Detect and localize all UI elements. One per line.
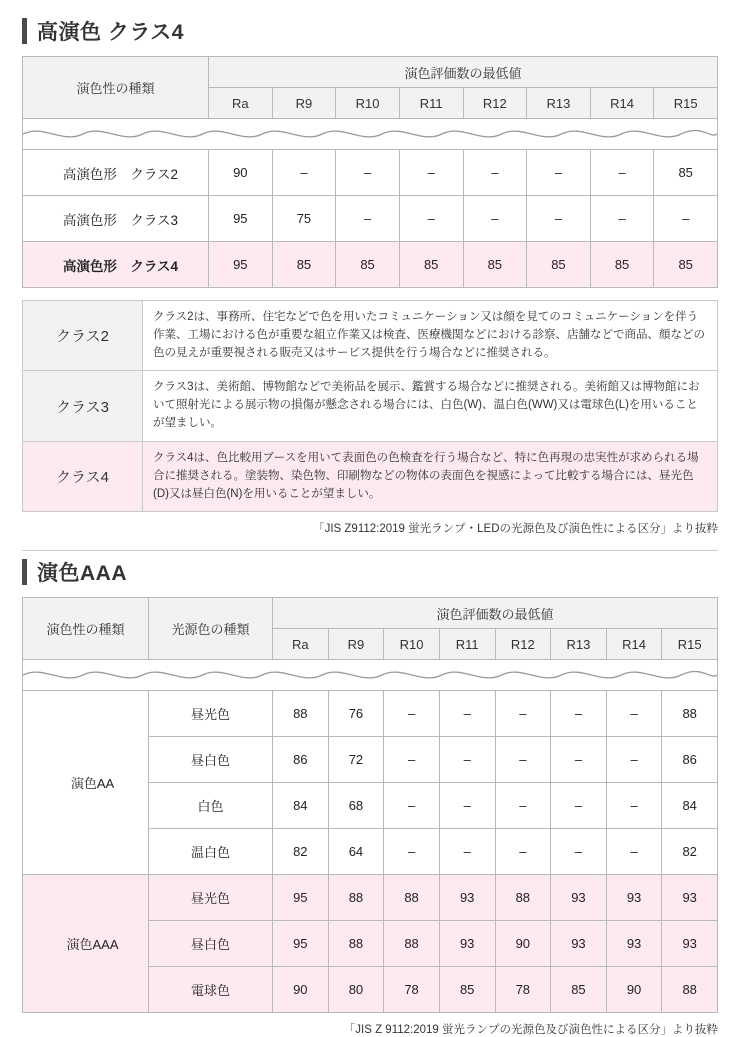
cell-ra: 88 [273, 691, 329, 737]
description-row [23, 371, 718, 441]
description-row-highlighted [23, 441, 718, 511]
wave-cell [23, 660, 718, 691]
cell-r10: – [384, 691, 440, 737]
header-r15: R15 [654, 88, 718, 119]
cell-ra: 95 [209, 196, 273, 242]
aaa-table-wrap [22, 597, 718, 1013]
cell-r12: 85 [463, 242, 527, 288]
cell-r10: 78 [384, 967, 440, 1013]
cell-r11: – [399, 196, 463, 242]
table-header-row [23, 57, 718, 88]
color-label: 昼白色 [149, 737, 273, 783]
cell-r15: 82 [662, 829, 718, 875]
cell-r11: – [399, 150, 463, 196]
cell-r14: 93 [606, 921, 662, 967]
cell-r11: 93 [439, 875, 495, 921]
source-note-1: 「JIS Z9112:2019 蛍光ランプ・LEDの光源色及び演色性による区分」より抜粋 [313, 523, 718, 536]
class-description-table [22, 300, 718, 512]
header-r13: R13 [551, 629, 607, 660]
class4-table [22, 56, 718, 288]
header-ra: Ra [209, 88, 273, 119]
color-label: 電球色 [149, 967, 273, 1013]
desc-label-class2: クラス2 [23, 301, 143, 371]
cell-r11: 85 [439, 967, 495, 1013]
cell-r13: 93 [551, 921, 607, 967]
cell-r9: 88 [328, 875, 384, 921]
cell-r10: – [384, 737, 440, 783]
cell-r11: 85 [399, 242, 463, 288]
cell-r12: 78 [495, 967, 551, 1013]
desc-label-class4: クラス4 [23, 441, 143, 511]
cell-r13: 93 [551, 875, 607, 921]
cell-r13: – [551, 691, 607, 737]
cell-r14: 93 [606, 875, 662, 921]
cell-r14: – [606, 783, 662, 829]
cell-r10: 88 [384, 921, 440, 967]
table-row [23, 150, 718, 196]
row-label-class3: 高演色形 クラス3 [23, 196, 209, 242]
header-r14: R14 [606, 629, 662, 660]
description-row [23, 301, 718, 371]
table-header-row [23, 598, 718, 629]
header-r13: R13 [527, 88, 591, 119]
cell-r14: – [606, 829, 662, 875]
cell-r13: 85 [527, 242, 591, 288]
cell-r15: 93 [662, 921, 718, 967]
cell-r9: 64 [328, 829, 384, 875]
header-r10: R10 [384, 629, 440, 660]
header-source-color: 光源色の種類 [149, 598, 273, 660]
cell-ra: 95 [273, 921, 329, 967]
cell-r12: – [495, 783, 551, 829]
section-heading-1 [22, 16, 718, 46]
wave-graphic [23, 121, 717, 147]
heading-accent-bar [22, 559, 27, 585]
source-note-2: 「JIS Z 9112:2019 蛍光ランプの光源色及び演色性による区分」より抜粋 [343, 1024, 718, 1037]
cell-r9: 75 [272, 196, 336, 242]
table-wave-separator [23, 119, 718, 150]
table-row-highlighted [23, 875, 718, 921]
table-row [23, 691, 718, 737]
cell-r15: 84 [662, 783, 718, 829]
section-heading-2 [22, 557, 718, 587]
header-r14: R14 [590, 88, 654, 119]
row-label-class4: 高演色形 クラス4 [23, 242, 209, 288]
row-label-class2: 高演色形 クラス2 [23, 150, 209, 196]
header-r10: R10 [336, 88, 400, 119]
cell-ra: 90 [273, 967, 329, 1013]
cell-ra: 95 [273, 875, 329, 921]
cell-r10: – [384, 829, 440, 875]
header-r12: R12 [463, 88, 527, 119]
class4-table-wrap [22, 56, 718, 288]
header-r11: R11 [439, 629, 495, 660]
header-r12: R12 [495, 629, 551, 660]
aaa-table [22, 597, 718, 1013]
cell-r10: 88 [384, 875, 440, 921]
wave-graphic [23, 662, 717, 688]
table-wave-separator [23, 660, 718, 691]
wavy-line-icon [23, 121, 717, 147]
cell-r12: – [495, 829, 551, 875]
desc-label-class3: クラス3 [23, 371, 143, 441]
cell-r9: 80 [328, 967, 384, 1013]
cell-r15: 85 [654, 242, 718, 288]
table-row [23, 196, 718, 242]
cell-r12: 88 [495, 875, 551, 921]
cell-r14: – [590, 196, 654, 242]
color-label: 昼光色 [149, 875, 273, 921]
header-r15: R15 [662, 629, 718, 660]
wave-cell [23, 119, 718, 150]
cell-r9: 68 [328, 783, 384, 829]
cell-r14: 90 [606, 967, 662, 1013]
desc-text-class2: クラス2は、事務所、住宅などで色を用いたコミュニケーション又は顔を見てのコミュニケーションを伴う作業、工場における色が重要な組立作業又は検査、医療機関などにおける診察、店舗などで商品、顔などの色の見えが重要視される販売又はサービス提供を行う場合などに推奨される。 [143, 301, 718, 371]
cell-r10: – [336, 150, 400, 196]
cell-r13: – [551, 783, 607, 829]
section-divider [22, 550, 718, 551]
cell-r12: – [463, 196, 527, 242]
page-title-1: 高演色 クラス4 [37, 21, 184, 44]
cell-r14: – [606, 737, 662, 783]
header-ra: Ra [273, 629, 329, 660]
color-label: 温白色 [149, 829, 273, 875]
cell-r9: 85 [272, 242, 336, 288]
cell-ra: 95 [209, 242, 273, 288]
header-r9: R9 [272, 88, 336, 119]
cell-r13: – [551, 737, 607, 783]
header-group-min: 演色評価数の最低値 [209, 57, 718, 88]
cell-r10: – [336, 196, 400, 242]
cell-r11: – [439, 737, 495, 783]
color-label: 昼白色 [149, 921, 273, 967]
wavy-line-icon [23, 662, 717, 688]
cell-r12: 90 [495, 921, 551, 967]
desc-text-class4: クラス4は、色比較用ブースを用いて表面色の色検査を行う場合など、特に色再現の忠実性が求められる場合に推奨される。塗装物、染色物、印刷物などの物体の表面色を視感によって比較する場合には、昼光色(D)又は昼白色(N)を用いることが望ましい。 [143, 441, 718, 511]
header-kind: 演色性の種類 [23, 57, 209, 119]
cell-r9: 76 [328, 691, 384, 737]
cell-r9: 72 [328, 737, 384, 783]
header-r9: R9 [328, 629, 384, 660]
table-row-highlighted [23, 242, 718, 288]
cell-r13: 85 [551, 967, 607, 1013]
cell-r14: 85 [590, 242, 654, 288]
cell-r10: – [384, 783, 440, 829]
cell-r11: – [439, 691, 495, 737]
cell-r12: – [495, 737, 551, 783]
cell-r15: 88 [662, 691, 718, 737]
color-label: 白色 [149, 783, 273, 829]
page-title-2: 演色AAA [37, 562, 127, 586]
cell-r13: – [551, 829, 607, 875]
cell-ra: 86 [273, 737, 329, 783]
cell-r15: – [654, 196, 718, 242]
cell-ra: 90 [209, 150, 273, 196]
cell-r15: 93 [662, 875, 718, 921]
cell-ra: 82 [273, 829, 329, 875]
group-label-aa: 演色AA [23, 691, 149, 875]
cell-r14: – [606, 691, 662, 737]
desc-text-class3: クラス3は、美術館、博物館などで美術品を展示、鑑賞する場合などに推奨される。美術館又は博物館において照射光による展示物の損傷が懸念される場合には、白色(W)、温白色(WW)又は電球色(L)を用いることが望ましい。 [143, 371, 718, 441]
cell-r11: 93 [439, 921, 495, 967]
cell-r13: – [527, 196, 591, 242]
header-group-min: 演色評価数の最低値 [273, 598, 718, 629]
heading-accent-bar [22, 18, 27, 44]
color-label: 昼光色 [149, 691, 273, 737]
cell-r12: – [463, 150, 527, 196]
cell-r14: – [590, 150, 654, 196]
group-label-aaa: 演色AAA [23, 875, 149, 1013]
cell-r11: – [439, 829, 495, 875]
cell-r9: – [272, 150, 336, 196]
cell-r15: 86 [662, 737, 718, 783]
header-r11: R11 [399, 88, 463, 119]
cell-r9: 88 [328, 921, 384, 967]
cell-r12: – [495, 691, 551, 737]
cell-r13: – [527, 150, 591, 196]
cell-r15: 88 [662, 967, 718, 1013]
cell-ra: 84 [273, 783, 329, 829]
cell-r15: 85 [654, 150, 718, 196]
cell-r11: – [439, 783, 495, 829]
header-kind: 演色性の種類 [23, 598, 149, 660]
cell-r10: 85 [336, 242, 400, 288]
